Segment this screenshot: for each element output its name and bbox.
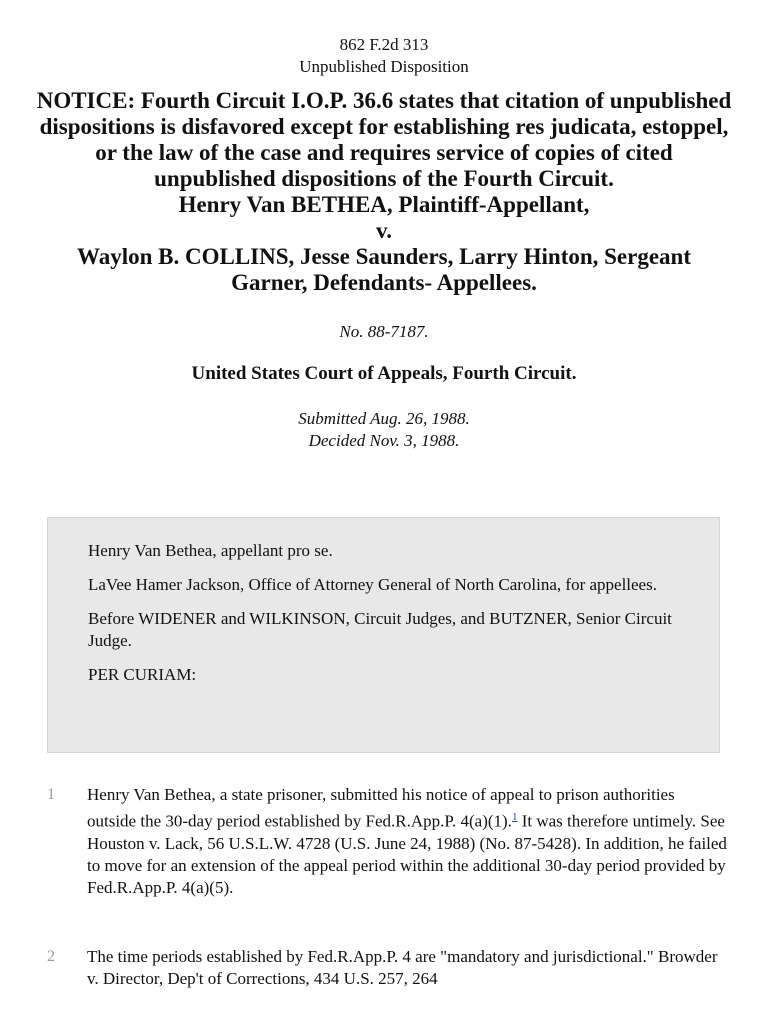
footnote-link[interactable]: 1 bbox=[511, 811, 518, 823]
court-name: United States Court of Appeals, Fourth Circuit. bbox=[191, 363, 577, 384]
submitted-date: Submitted Aug. 26, 1988. bbox=[298, 409, 470, 428]
case-heading bbox=[36, 88, 732, 296]
paragraph-number: 2 bbox=[47, 948, 55, 965]
paragraph-text-part: It was therefore untimely. See Houston v. Lack, 56 U.S.L.W. 4728 (U.S. June 24, 1988) (No. 87-5428). In addition, he failed to move for an extension of the appeal period within the additional 30-day period provided by Fed.R.App.P. 4(a)(5). bbox=[87, 811, 727, 897]
reporter-citation: 862 F.2d 313 bbox=[339, 35, 429, 54]
docket-number: No. 88-7187. bbox=[339, 322, 429, 341]
appellant-counsel: Henry Van Bethea, appellant pro se. bbox=[88, 541, 333, 560]
opinion-paragraph bbox=[47, 784, 727, 899]
judges-panel: Before WIDENER and WILKINSON, Circuit Judges, and BUTZNER, Senior Circuit Judge. bbox=[88, 609, 672, 650]
paragraph-text: The time periods established by Fed.R.App.P. 4 are "mandatory and jurisdictional." Browder v. Director, Dep't of Corrections, 434 U.S. 257, 264 bbox=[87, 947, 718, 988]
counsel-panel bbox=[47, 517, 720, 753]
per-curiam-label: PER CURIAM: bbox=[88, 665, 197, 684]
paragraph-number: 1 bbox=[47, 786, 55, 803]
opinion-paragraph bbox=[47, 946, 727, 990]
document-header bbox=[0, 0, 768, 452]
versus-label: v. bbox=[376, 218, 392, 243]
appellees-counsel: LaVee Hamer Jackson, Office of Attorney General of North Carolina, for appellees. bbox=[88, 575, 657, 594]
paragraph-text-part: Henry Van Bethea, a state prisoner, submitted his notice of appeal to prison authorities outside the 30-day period established by Fed.R.App.P. 4(a)(1). bbox=[87, 785, 675, 831]
notice-text: NOTICE: Fourth Circuit I.O.P. 36.6 states that citation of unpublished dispositions is disfavored except for establishing res judicata, estoppel, or the law of the case and requires service of copies of cited unpublished dispositions of the Fourth Circuit. bbox=[36, 88, 732, 191]
case-dates bbox=[0, 408, 768, 452]
appellant-name: Henry Van BETHEA, Plaintiff-Appellant, bbox=[178, 192, 590, 217]
paragraph-text bbox=[87, 784, 727, 899]
disposition-label: Unpublished Disposition bbox=[299, 57, 469, 76]
appellees-names: Waylon B. COLLINS, Jesse Saunders, Larry Hinton, Sergeant Garner, Defendants- Appellees. bbox=[76, 244, 692, 295]
decided-date: Decided Nov. 3, 1988. bbox=[308, 431, 460, 450]
